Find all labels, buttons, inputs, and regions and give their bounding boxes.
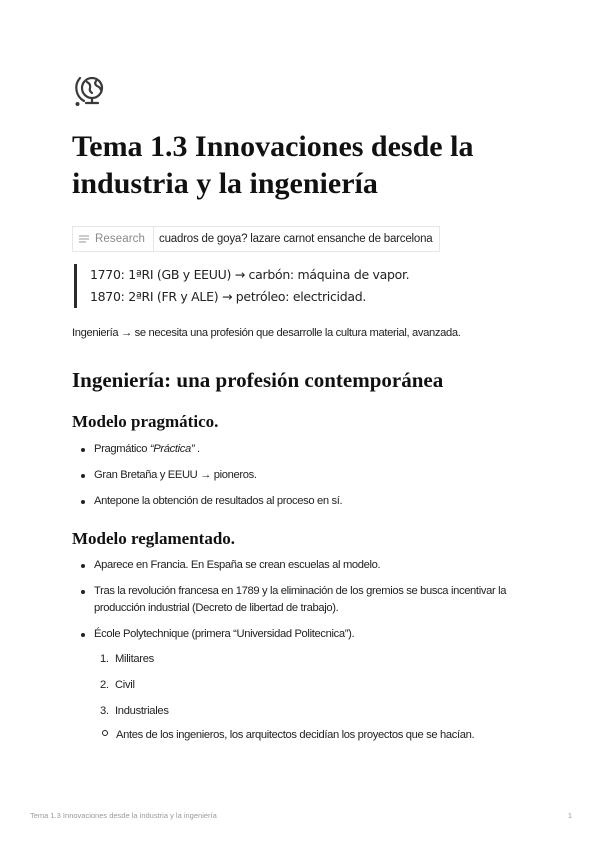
- property-key-label: Research: [95, 233, 146, 245]
- item-number: 3.: [100, 705, 109, 717]
- list-item: [80, 467, 540, 484]
- list-item-text: Pragmático: [94, 443, 150, 455]
- list-item-text: Gran Bretaña y EEUU → pioneros.: [94, 469, 257, 481]
- list-item-text: Aparece en Francia. En España se crean escuelas al modelo.: [94, 559, 381, 571]
- regulated-heading: Modelo reglamentado.: [72, 529, 236, 548]
- footer-title: Tema 1.3 Innovaciones desde la industria y la ingeniería: [30, 811, 217, 820]
- bullet-icon: [81, 633, 85, 637]
- property-row: [72, 226, 440, 252]
- numbered-item: [100, 703, 169, 720]
- regulated-list: [80, 557, 540, 643]
- item-label: Militares: [115, 653, 154, 665]
- bullet-icon: [81, 590, 85, 594]
- section-heading: Ingeniería: una profesión contemporánea: [72, 368, 444, 392]
- list-item: [80, 441, 540, 458]
- property-value: cuadros de goya? lazare carnot ensanche de barcelona: [159, 233, 433, 245]
- item-number: 1.: [100, 653, 109, 665]
- bullet-icon: [81, 564, 85, 568]
- pragmatic-heading: Modelo pragmático.: [72, 412, 219, 431]
- blockquote: [74, 264, 510, 308]
- list-item-text: .: [194, 443, 200, 455]
- list-item-text: Tras la revolución francesa en 1789 y la eliminación de los gremios se busca incentivar la producción industrial (Decreto de libertad de trabajo).: [94, 585, 507, 614]
- list-item: [80, 626, 540, 643]
- pragmatic-list: [80, 441, 540, 510]
- list-item: [80, 583, 540, 617]
- list-item-text: Antepone la obtención de resultados al proceso en sí.: [94, 495, 343, 507]
- list-item: [80, 493, 540, 510]
- circle-bullet-icon: [102, 730, 108, 736]
- text-lines-icon: [79, 235, 89, 243]
- list-item-emphasis: “Práctica”: [149, 443, 195, 455]
- page-number: 1: [567, 811, 572, 820]
- item-label: Industriales: [115, 705, 169, 717]
- page-title: Tema 1.3 Innovaciones desde la industria y la ingeniería: [72, 130, 474, 200]
- bullet-icon: [81, 500, 85, 504]
- bullet-icon: [81, 448, 85, 452]
- property-key: [73, 227, 154, 251]
- numbered-list: [100, 651, 169, 729]
- sub-list-text: Antes de los ingenieros, los arquitectos decidían los proyectos que se hacían.: [116, 729, 475, 741]
- intro-paragraph: Ingeniería → se necesita una profesión que desarrolle la cultura material, avanzada.: [72, 327, 461, 339]
- list-item: [80, 557, 540, 574]
- numbered-item: [100, 651, 169, 668]
- list-item-text: École Polytechnique (primera “Universidad Politecnica”).: [94, 628, 355, 640]
- numbered-item: [100, 677, 169, 694]
- sub-list-item: [102, 729, 474, 741]
- bullet-icon: [81, 474, 85, 478]
- quote-line: 1870: 2ªRI (FR y ALE) → petróleo: electricidad.: [90, 289, 367, 304]
- item-label: Civil: [115, 679, 135, 691]
- quote-line: 1770: 1ªRI (GB y EEUU) → carbón: máquina de vapor.: [90, 267, 410, 282]
- item-number: 2.: [100, 679, 109, 691]
- globe-icon: [74, 74, 108, 110]
